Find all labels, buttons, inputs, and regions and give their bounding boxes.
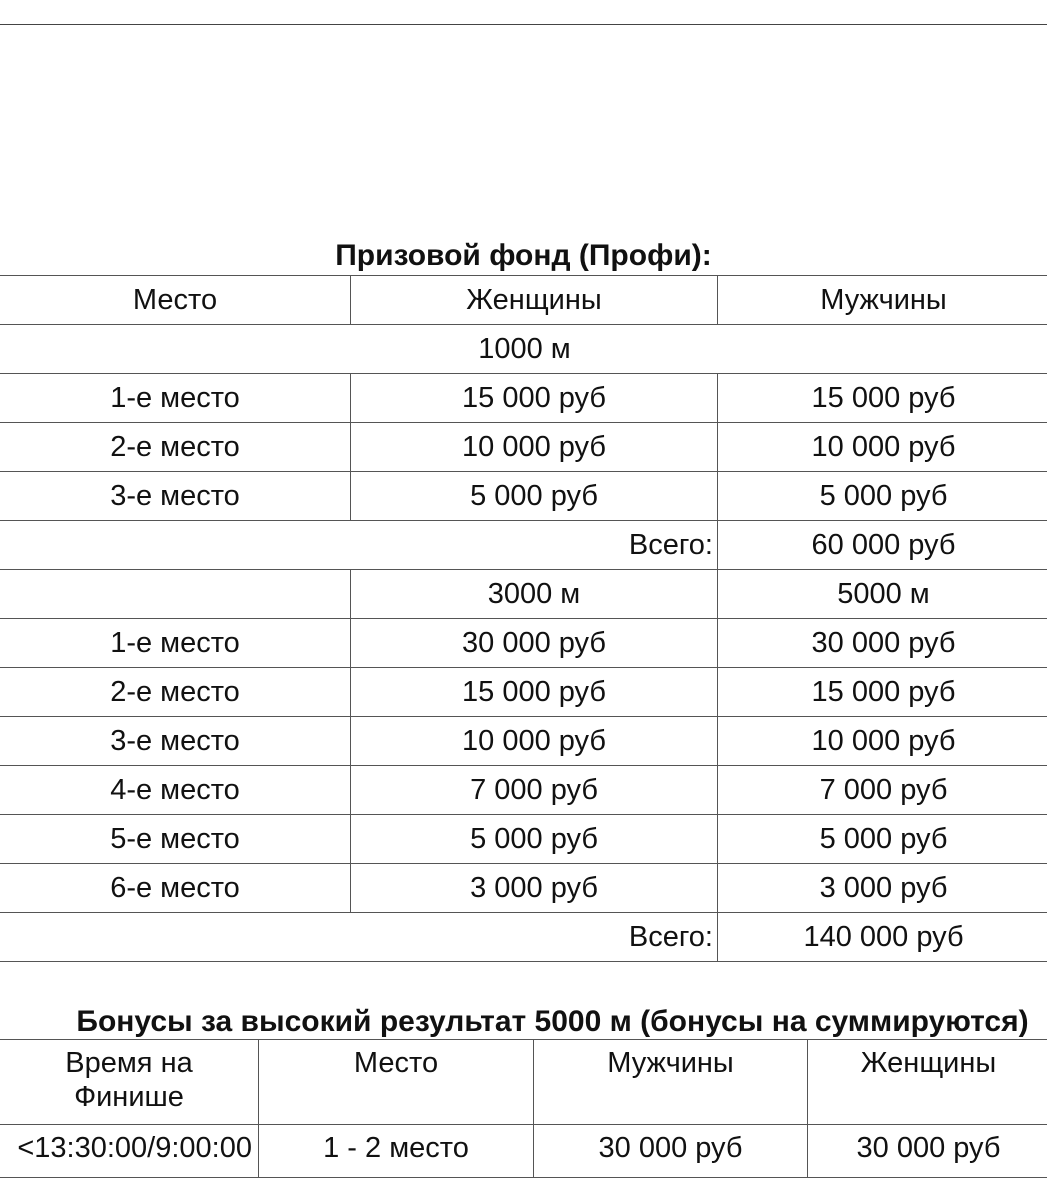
header-time-line2: Финише xyxy=(74,1081,184,1113)
distance-1000: 1000 м xyxy=(0,325,1047,374)
women-cell: 3 000 руб xyxy=(351,864,718,913)
men-cell: 7 000 руб xyxy=(718,766,1047,815)
header-finish-time xyxy=(0,1040,259,1125)
men-cell: 30 000 руб xyxy=(718,619,1047,668)
place-cell: 5-е место xyxy=(0,815,351,864)
table-row xyxy=(0,717,1047,766)
total-value: 140 000 руб xyxy=(718,913,1047,962)
time-cell: <13:30:00/9:00:00 xyxy=(0,1125,259,1178)
women-cell: 30 000 руб xyxy=(351,619,718,668)
distance-row xyxy=(0,325,1047,374)
men-cell: 30 000 руб xyxy=(534,1125,808,1178)
men-cell: 15 000 руб xyxy=(718,374,1047,423)
women-cell: 5 000 руб xyxy=(351,815,718,864)
top-divider xyxy=(0,24,1047,25)
bonus-table xyxy=(0,1039,1047,1178)
table-row xyxy=(0,864,1047,913)
prize-fund-title: Призовой фонд (Профи): xyxy=(0,239,1047,273)
distance-5000: 5000 м xyxy=(718,570,1047,619)
header-men: Мужчины xyxy=(718,276,1047,325)
men-cell: 3 000 руб xyxy=(718,864,1047,913)
women-cell: 10 000 руб xyxy=(351,423,718,472)
prize-table xyxy=(0,275,1047,962)
women-cell: 5 000 руб xyxy=(351,472,718,521)
total-row xyxy=(0,521,1047,570)
empty-cell xyxy=(0,570,351,619)
place-cell: 6-е место xyxy=(0,864,351,913)
total-value: 60 000 руб xyxy=(718,521,1047,570)
table-row xyxy=(0,374,1047,423)
bonus-title: Бонусы за высокий результат 5000 м (бонусы на суммируются) xyxy=(0,1005,1047,1039)
place-cell: 1-е место xyxy=(0,619,351,668)
total-label: Всего: xyxy=(0,521,718,570)
header-women: Женщины xyxy=(808,1040,1047,1125)
place-cell: 1 - 2 место xyxy=(259,1125,534,1178)
table-row xyxy=(0,619,1047,668)
total-row xyxy=(0,913,1047,962)
men-cell: 15 000 руб xyxy=(718,668,1047,717)
women-cell: 7 000 руб xyxy=(351,766,718,815)
place-cell: 4-е место xyxy=(0,766,351,815)
header-place: Место xyxy=(259,1040,534,1125)
table-row xyxy=(0,1125,1047,1178)
header-place: Место xyxy=(0,276,351,325)
table-row xyxy=(0,423,1047,472)
header-men: Мужчины xyxy=(534,1040,808,1125)
distance-3000: 3000 м xyxy=(351,570,718,619)
table-row xyxy=(0,766,1047,815)
table-header-row xyxy=(0,276,1047,325)
place-cell: 2-е место xyxy=(0,423,351,472)
distance-row xyxy=(0,570,1047,619)
men-cell: 5 000 руб xyxy=(718,472,1047,521)
table-row xyxy=(0,668,1047,717)
place-cell: 2-е место xyxy=(0,668,351,717)
place-cell: 1-е место xyxy=(0,374,351,423)
header-time-line1: Время на xyxy=(65,1047,192,1079)
total-label: Всего: xyxy=(0,913,718,962)
women-cell: 10 000 руб xyxy=(351,717,718,766)
header-women: Женщины xyxy=(351,276,718,325)
men-cell: 10 000 руб xyxy=(718,423,1047,472)
table-row xyxy=(0,472,1047,521)
women-cell: 15 000 руб xyxy=(351,374,718,423)
women-cell: 30 000 руб xyxy=(808,1125,1047,1178)
table-row xyxy=(0,815,1047,864)
men-cell: 5 000 руб xyxy=(718,815,1047,864)
women-cell: 15 000 руб xyxy=(351,668,718,717)
men-cell: 10 000 руб xyxy=(718,717,1047,766)
bonus-header-row xyxy=(0,1040,1047,1125)
place-cell: 3-е место xyxy=(0,472,351,521)
place-cell: 3-е место xyxy=(0,717,351,766)
